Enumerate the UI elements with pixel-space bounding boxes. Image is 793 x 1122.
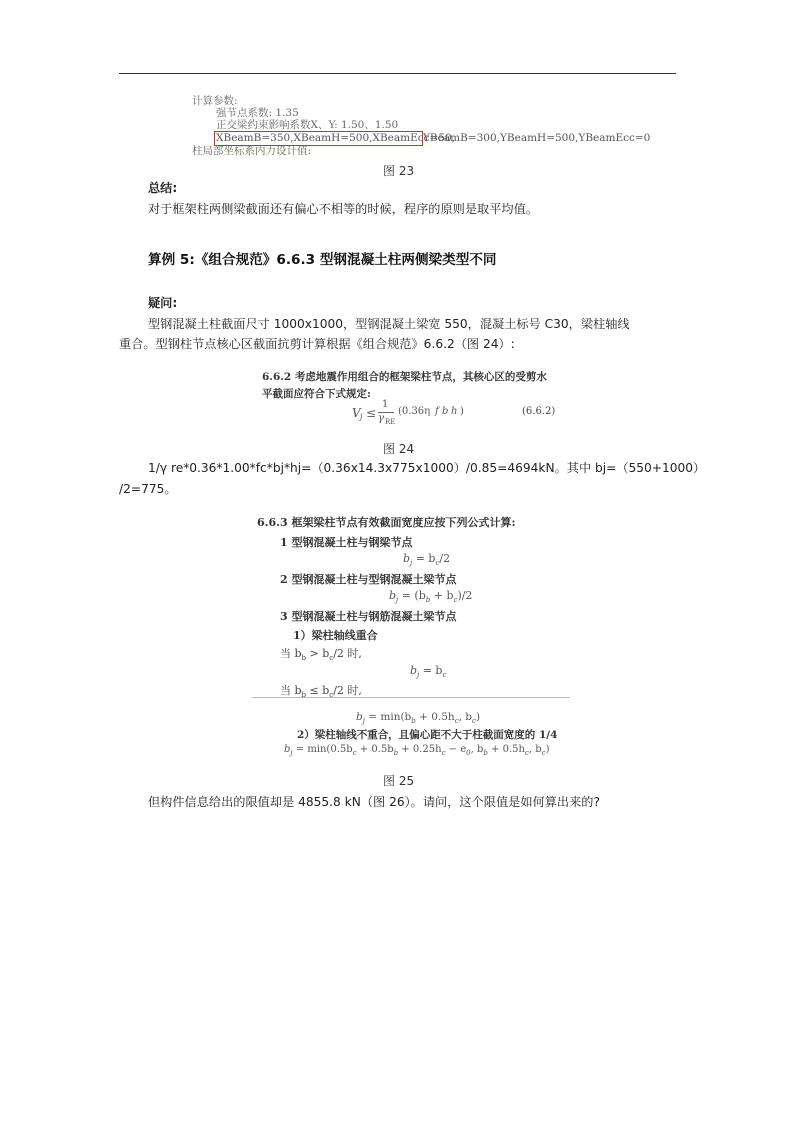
- summary-text: 对于框架柱两侧梁截面还有偏心不相等的时候，程序的原则是取平均值。: [148, 202, 538, 216]
- fig25-formula3: $b_j = \min(0.5b_c + 0.5b_b + 0.25h_c - e_0$, $b_b + 0.5h_c$, $b_c$): [284, 744, 550, 757]
- fig23-beam-params-rest: YBeamB=300,YBeamH=500,YBeamEcc=0: [423, 132, 651, 144]
- summary-label: 总结:: [148, 181, 178, 195]
- fig24-caption: 图 24: [383, 442, 415, 456]
- fig25-sub1: 1）梁柱轴线重合: [293, 629, 378, 642]
- question-line1: 型钢混凝土柱截面尺寸 1000x1000，型钢混凝土梁宽 550，混凝土标号 C30，梁柱轴线: [148, 317, 630, 331]
- fig25-separator: [252, 697, 570, 698]
- question-label: 疑问:: [148, 296, 178, 310]
- calc-line1: 1/γ re*0.36*1.00*fc*bj*hj=（0.36x14.3x775x1000）/0.85=4694kN。其中 bj=（550+1000）: [148, 461, 706, 475]
- fig25-cond1: 当 $b_b > b_c/2$ 时,: [280, 647, 362, 663]
- fig25-cond2: 当 $b_b \le b_c/2$ 时,: [280, 684, 362, 700]
- fig23-constraint-coef: 正交梁约束影响系数X、Y: 1.50、1.50: [216, 119, 399, 131]
- fig25-formula1: $b_j = b_c$: [410, 664, 447, 680]
- closing-text: 但构件信息给出的限值却是 4855.8 kN（图 26）。请问，这个限值是如何算出来的?: [148, 795, 600, 809]
- fig25-caption: 图 25: [383, 774, 415, 788]
- fig24-clause-line1: 6.6.2 考虑地震作用组合的框架梁柱节点，其核心区的受剪水: [262, 371, 547, 383]
- fig25-item2: 2 型钢混凝土柱与型钢混凝土梁节点: [280, 573, 457, 586]
- fig25-item2-formula: $b_j = (b_b + b_c)/2$: [389, 589, 473, 605]
- fig23-node-coef: 强节点系数: 1.35: [216, 107, 299, 119]
- question-line2: 重合。型钢柱节点核心区截面抗剪计算根据《组合规范》6.6.2（图 24）:: [119, 337, 515, 351]
- fig25-formula2: $b_j = \min(b_b + 0.5h_c$, $b_c$): [356, 711, 481, 726]
- fig23-beam-params-boxed: XBeamB=350,XBeamH=500,XBeamEcc=50,: [216, 132, 456, 144]
- header-rule: [119, 73, 676, 74]
- example5-heading: 算例 5:《组合规范》6.6.3 型钢混凝土柱两侧梁类型不同: [148, 252, 497, 268]
- fig24-formula-number: (6.6.2): [522, 406, 556, 417]
- fig25-clause: 6.6.3 框架梁柱节点有效截面宽度应按下列公式计算:: [257, 516, 516, 529]
- fig25-item1-formula: $b_j = b_c/2$: [403, 552, 451, 568]
- fig25-sub2: 2）梁柱轴线不重合，且偏心距不大于柱截面宽度的 1/4: [297, 729, 558, 741]
- fig25-item1: 1 型钢混凝土柱与钢梁节点: [280, 536, 413, 549]
- fig24-clause-line2: 平截面应符合下式规定:: [262, 388, 371, 400]
- fig23-calc-params: 计算参数:: [192, 95, 238, 107]
- fig23-highlight-box: [214, 131, 423, 146]
- calc-line2: /2=775。: [119, 482, 177, 496]
- fig24-formula: V j ≤ 1 γ RE (0.36η f b h ): [352, 399, 464, 426]
- fig25-item3: 3 型钢混凝土柱与钢筋混凝土梁节点: [280, 610, 457, 623]
- fig23-caption: 图 23: [383, 164, 415, 178]
- fig23-local-coord: 柱局部坐标系内力设计值:: [192, 145, 312, 157]
